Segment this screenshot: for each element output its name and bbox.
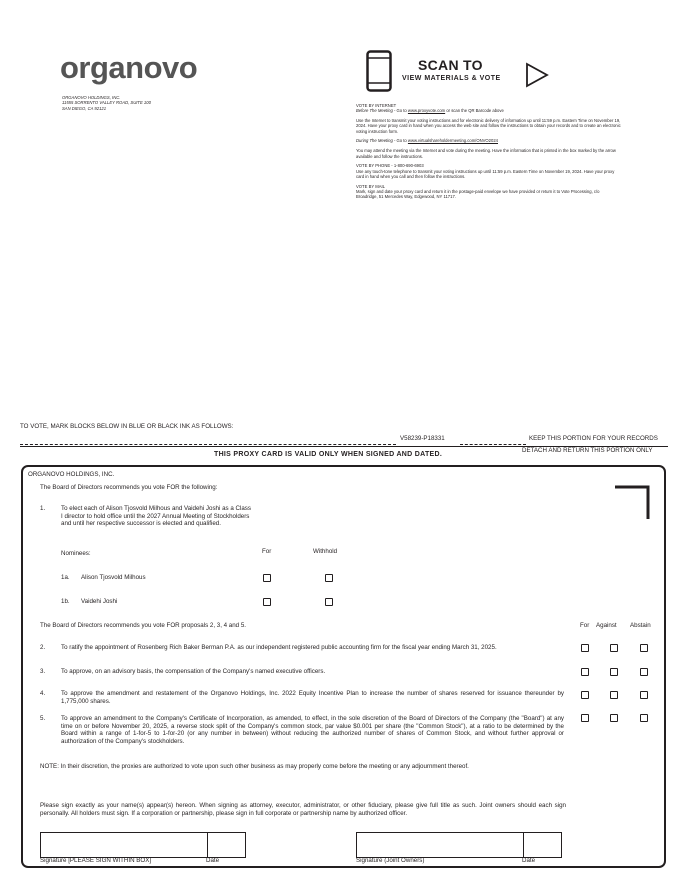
internet-heading: VOTE BY INTERNET	[356, 103, 397, 108]
proposal-1-number: 1.	[40, 505, 46, 512]
phone-icon	[366, 50, 392, 92]
nominee-1b-name: Vaidehi Joshi	[81, 598, 118, 605]
address-line: SAN DIEGO, CA 92121	[62, 105, 107, 111]
date-box[interactable]	[206, 832, 246, 858]
logo-text: organovo	[60, 50, 198, 85]
proposal-number: 2.	[40, 644, 46, 651]
col2-abstain-header: Abstain	[630, 622, 651, 629]
joint-signature-label: Signature (Joint Owners)	[356, 857, 425, 864]
discretion-note: NOTE: In their discretion, the proxies are authorized to vote upon such other business as may properly come before the meeting or any adjournment thereof.	[40, 763, 469, 770]
col2-against-header: Against	[596, 622, 617, 629]
before-text: - Go to	[392, 108, 408, 114]
nominee-1a-for-checkbox[interactable]	[263, 574, 271, 582]
proposal-3-abstain-checkbox[interactable]	[640, 668, 648, 676]
joint-signature-box[interactable]	[356, 832, 524, 858]
proposal-3-for-checkbox[interactable]	[581, 668, 589, 676]
board-recommendation-1: The Board of Directors recommends you vote FOR the following:	[40, 484, 218, 491]
signing-instruction: Please sign exactly as your name(s) appear(s) hereon. When signing as attorney, executor, administrator, or other fiduciary, please give full title as such. Joint owners should each sign personally. All holders must sign. If a corporation or partnership, please sign in full corporate or partnership name by authorized officer.	[40, 802, 566, 817]
detach-line	[460, 444, 526, 445]
col2-for-header: For	[580, 622, 590, 629]
col-withhold-header: Withhold	[313, 548, 338, 555]
address-line: ORGANOVO HOLDINGS, INC.	[62, 95, 121, 100]
proxyvote-link[interactable]: www.proxyvote.com	[407, 108, 446, 114]
scan-title: SCAN TO	[418, 57, 483, 73]
during-text: - Go to	[392, 138, 408, 144]
proposal-text: To approve, on an advisory basis, the compensation of the Company's named executive officers.	[61, 668, 326, 675]
mail-heading: VOTE BY MAIL	[356, 183, 386, 189]
valid-only-notice: THIS PROXY CARD IS VALID ONLY WHEN SIGNED AND DATED.	[214, 451, 443, 458]
detach-line	[20, 444, 396, 445]
keep-portion-label: KEEP THIS PORTION FOR YOUR RECORDS	[529, 435, 658, 442]
signature-label: Signature [PLEASE SIGN WITHIN BOX]	[40, 857, 152, 864]
during-body: You may attend the meeting via the Internet and vote during the meeting. Have the information that is printed in the box marked by the arrow available and follow the instructions.	[356, 148, 616, 159]
phone-heading: VOTE BY PHONE - 1-800-690-6903	[356, 163, 424, 169]
proposal-4-abstain-checkbox[interactable]	[640, 691, 648, 699]
date-label: Date	[206, 857, 220, 864]
proposal-2-for-checkbox[interactable]	[581, 644, 589, 652]
vote-mark-instruction: TO VOTE, MARK BLOCKS BELOW IN BLUE OR BLACK INK AS FOLLOWS:	[20, 423, 234, 430]
proposal-5-against-checkbox[interactable]	[610, 714, 618, 722]
proposal-number: 5.	[40, 715, 46, 722]
board-recommendation-2: The Board of Directors recommends you vote FOR proposals 2, 3, 4 and 5.	[40, 622, 247, 629]
nominee-1b-withhold-checkbox[interactable]	[325, 598, 333, 606]
proposal-text: To approve an amendment to the Company's Certificate of Incorporation, as amended, to effect, in the sole discretion of the Board of Directors of the Company (the "Board") at any time on or before November 20, 2025, a reverse stock split of the Company's common stock, par value $0.001 per share (the "Common Stock"), at a ratio to be determined by the Board within a range of 1-for-5 to 1-for-20 (or any number in between) without reducing the authorized number of shares of Common Stock, and without further approval or authorization of the Company's stockholders.	[61, 715, 564, 745]
before-label: Before The Meeting	[356, 108, 393, 114]
proposal-4-for-checkbox[interactable]	[581, 691, 589, 699]
card-company-name: ORGANOVO HOLDINGS, INC.	[28, 471, 115, 478]
nominee-1b-number: 1b.	[61, 598, 70, 605]
proposal-3-against-checkbox[interactable]	[610, 668, 618, 676]
detach-return-label: DETACH AND RETURN THIS PORTION ONLY	[522, 447, 653, 454]
corner-mark	[614, 485, 650, 521]
before-tail: or scan the QR Barcode above	[445, 108, 504, 114]
voting-instructions	[356, 103, 622, 204]
play-arrow-icon	[525, 62, 549, 88]
scan-subtitle: VIEW MATERIALS & VOTE	[402, 75, 501, 82]
proposal-2-abstain-checkbox[interactable]	[640, 644, 648, 652]
company-logo	[60, 50, 197, 86]
proposal-text: To ratify the appointment of Rosenberg Rich Baker Berman P.A. as our independent registered public accounting firm for the fiscal year ending March 31, 2025.	[61, 644, 497, 651]
phone-body: Use any touch-tone telephone to transmit your voting instructions up until 11:59 p.m. Eastern Time on November 19, 2024. Have your proxy card in hand when you call and then follow the instructions.	[356, 168, 615, 179]
proposal-5-for-checkbox[interactable]	[581, 714, 589, 722]
proposal-4-against-checkbox[interactable]	[610, 691, 618, 699]
nominee-1a-number: 1a.	[61, 574, 70, 581]
proposal-number: 4.	[40, 690, 46, 697]
during-label: During The Meeting	[356, 138, 393, 144]
joint-date-label: Date	[522, 857, 536, 864]
proposal-text: To approve the amendment and restatement of the Organovo Holdings, Inc. 2022 Equity Incentive Plan to increase the number of shares reserved for issuance thereunder by 1,775,000 shares.	[61, 690, 564, 705]
proposal-number: 3.	[40, 668, 46, 675]
proposal-2-against-checkbox[interactable]	[610, 644, 618, 652]
company-address	[62, 95, 212, 111]
proposal-1-text: To elect each of Alison Tjosvold Milhous and Vaidehi Joshi as a Class I director to hold office until the 2027 Annual Meeting of Stockholders and until her respective successor is elected and qualified.	[61, 505, 251, 528]
address-line: 11555 SORRENTO VALLEY ROAD, SUITE 100	[62, 100, 151, 106]
mail-body: Mark, sign and date your proxy card and return it in the postage-paid envelope we have provided or return it to Vote Processing, c/o Broadridge, 51 Mercedes Way, Edgewood, NY 11717.	[356, 189, 600, 200]
joint-date-box[interactable]	[522, 832, 562, 858]
control-code: V58239-P18331	[400, 435, 445, 442]
proposal-5-abstain-checkbox[interactable]	[640, 714, 648, 722]
nominee-1a-name: Alison Tjosvold Milhous	[81, 574, 146, 581]
nominee-1a-withhold-checkbox[interactable]	[325, 574, 333, 582]
virtual-meeting-link[interactable]: www.virtualshareholdermeeting.com/ONVO2024	[407, 138, 498, 144]
nominee-1b-for-checkbox[interactable]	[263, 598, 271, 606]
nominees-label: Nominees:	[61, 550, 91, 557]
signature-box[interactable]	[40, 832, 208, 858]
internet-body: Use the Internet to transmit your voting instructions and for electronic delivery of information up until 11:59 p.m. Eastern Time on November 19, 2024. Have your proxy card in hand when you access the web site and follow the instructions to obtain your records and to create an electronic voting instruction form.	[356, 118, 621, 134]
col-for-header: For	[262, 548, 272, 555]
